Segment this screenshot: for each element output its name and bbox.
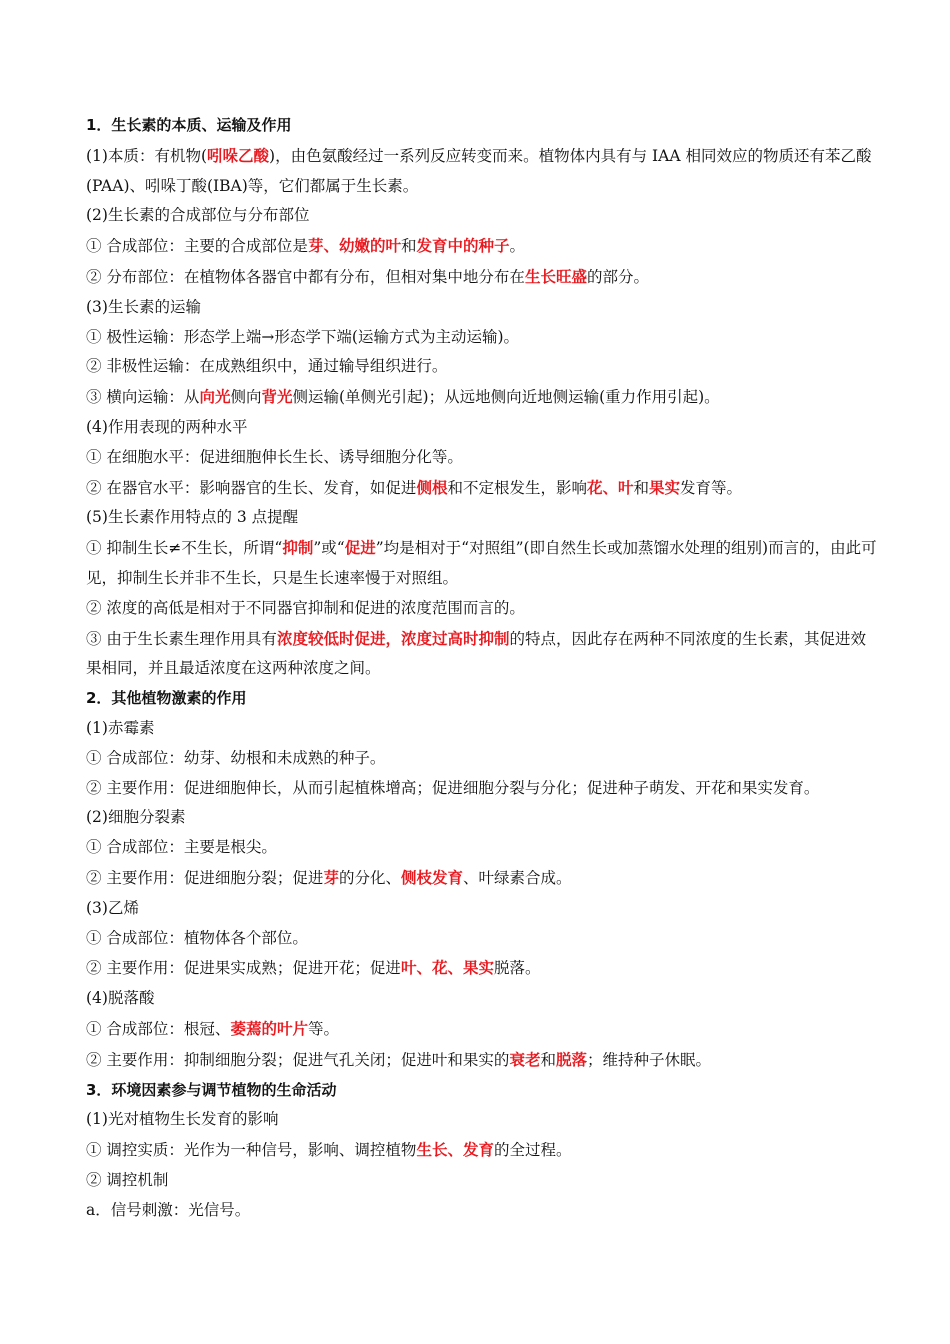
text-run: (1)本质：有机物( (86, 146, 208, 165)
text-run: 的部分。 (586, 267, 649, 286)
text-run: 的全过程。 (493, 1141, 572, 1160)
paragraph (86, 803, 878, 833)
text-run: ② 主要作用：促进果实成熟；促进开花；促进 (86, 959, 401, 978)
text-run: 2．其他植物激素的作用 (86, 689, 247, 708)
paragraph (86, 714, 878, 744)
highlighted-term: 生长、发育 (416, 1140, 494, 1160)
text-run: ② 分布部位：在植物体各器官中都有分布，但相对集中地分布在 (86, 267, 525, 286)
document-body (86, 111, 878, 1225)
text-run: ；维持种子休眠。 (586, 1050, 711, 1069)
highlighted-term: 花、叶 (586, 477, 634, 497)
text-run: ① 合成部位：主要的合成部位是 (86, 237, 308, 256)
text-run: a．信号刺激：光信号。 (86, 1200, 251, 1219)
text-run: ② 调控机制 (86, 1170, 169, 1189)
text-run: (1)光对植物生长发育的影响 (86, 1110, 279, 1129)
paragraph (86, 984, 878, 1014)
text-run: 侧运输(单侧光引起)；从远地侧向近地侧运输(重力作用引起)。 (292, 388, 720, 407)
highlighted-term: 发育中的种子 (416, 236, 510, 256)
highlighted-term: 抑制 (282, 538, 314, 558)
text-run: (1)赤霉素 (86, 718, 155, 737)
text-run: (3)生长素的运输 (86, 297, 201, 316)
text-run: 。 (509, 237, 525, 256)
paragraph (86, 1105, 878, 1135)
text-run: ① 合成部位：植物体各个部位。 (86, 928, 308, 947)
text-run: (4)脱落酸 (86, 989, 155, 1008)
text-run: ② 主要作用：促进细胞分裂；促进 (86, 868, 324, 887)
text-run: ② 主要作用：抑制细胞分裂；促进气孔关闭；促进叶和果实的 (86, 1050, 510, 1069)
paragraph (86, 413, 878, 443)
highlighted-term: 芽 (323, 867, 339, 887)
text-run: (4)作用表现的两种水平 (86, 417, 248, 436)
text-run: 等。 (307, 1019, 339, 1038)
paragraph (86, 594, 878, 624)
text-run: 和 (540, 1050, 556, 1069)
highlighted-term: 侧根 (416, 477, 448, 497)
highlighted-term: 衰老 (509, 1049, 541, 1069)
highlighted-term: 浓度较低时促进，浓度过高时抑制 (276, 628, 510, 648)
paragraph (86, 141, 878, 202)
highlighted-term: 叶、花、果实 (400, 958, 494, 978)
highlighted-term: 侧枝发育 (400, 867, 463, 887)
highlighted-term: 促进 (344, 538, 376, 558)
section-heading (86, 684, 878, 714)
text-run: ① 极性运输：形态学上端→形态学下端(运输方式为主动运输)。 (86, 327, 520, 346)
highlighted-term: 生长旺盛 (524, 266, 587, 286)
text-run: ”均是相对于“对照组”(即自然生长或加蒸馏水处理的组别)而言的，由此可见，抑制生长并非不生长，只是生长速率慢于对照组。 (86, 539, 877, 587)
text-run: )，由色氨酸经过一系列反应转变而来。植物体内具有与 IAA 相同效应的物质还有苯乙酸(PAA)、吲哚丁酸(IBA)等，它们都属于生长素。 (86, 146, 872, 195)
text-run: 的分化、 (338, 868, 401, 887)
paragraph (86, 863, 878, 894)
paragraph (86, 1045, 878, 1076)
paragraph (86, 293, 878, 323)
paragraph (86, 1166, 878, 1196)
text-run: ② 在器官水平：影响器官的生长、发育，如促进 (86, 478, 417, 497)
section-heading (86, 1076, 878, 1106)
text-run: ③ 由于生长素生理作用具有 (86, 629, 277, 648)
paragraph (86, 503, 878, 533)
paragraph (86, 473, 878, 504)
highlighted-term: 背光 (261, 387, 293, 407)
text-run: 3．环境因素参与调节植物的生命活动 (86, 1080, 337, 1099)
text-run: 侧向 (230, 388, 262, 407)
paragraph (86, 924, 878, 954)
text-run: (2)细胞分裂素 (86, 808, 186, 827)
text-run: ① 合成部位：根冠、 (86, 1019, 231, 1038)
paragraph (86, 443, 878, 473)
paragraph (86, 1135, 878, 1166)
paragraph (86, 352, 878, 382)
text-run: 1．生长素的本质、运输及作用 (86, 116, 292, 134)
paragraph (86, 1014, 878, 1045)
paragraph (86, 624, 878, 685)
text-run: ① 在细胞水平：促进细胞伸长生长、诱导细胞分化等。 (86, 447, 463, 466)
text-run: (5)生长素作用特点的 3 点提醒 (86, 508, 299, 527)
paragraph (86, 533, 878, 594)
text-run: ② 浓度的高低是相对于不同器官抑制和促进的浓度范围而言的。 (86, 598, 525, 617)
paragraph (86, 382, 878, 413)
paragraph (86, 262, 878, 293)
text-run: 的特点，因此存在两种不同浓度的生长素，其促进效果相同，并且最适浓度在这两种浓度之间。 (86, 629, 866, 678)
paragraph (86, 1196, 878, 1226)
paragraph (86, 323, 878, 353)
text-run: (3)乙烯 (86, 898, 139, 917)
highlighted-term: 向光 (199, 387, 231, 407)
text-run: 和不定根发生，影响 (447, 478, 587, 497)
highlighted-term: 脱落 (555, 1049, 587, 1069)
text-run: ① 调控实质：光作为一种信号，影响、调控植物 (86, 1141, 417, 1160)
text-run: 脱落。 (493, 959, 541, 978)
text-run: ③ 横向运输：从 (86, 388, 200, 407)
text-run: 、叶绿素合成。 (462, 868, 572, 887)
paragraph (86, 833, 878, 863)
text-run: 发育等。 (680, 478, 743, 497)
text-run: 和 (400, 237, 417, 256)
paragraph (86, 231, 878, 262)
paragraph (86, 201, 878, 231)
paragraph (86, 894, 878, 924)
text-run: 和 (633, 478, 649, 497)
highlighted-term: 芽、幼嫩的叶 (307, 236, 401, 256)
text-run: ① 合成部位：幼芽、幼根和未成熟的种子。 (86, 748, 386, 767)
paragraph (86, 744, 878, 774)
paragraph (86, 774, 878, 804)
section-heading (86, 111, 878, 141)
highlighted-term: 果实 (649, 477, 681, 497)
text-run: ② 非极性运输：在成熟组织中，通过输导组织进行。 (86, 357, 448, 376)
text-run: ① 抑制生长≠不生长，所谓“ (86, 539, 283, 558)
text-run: ① 合成部位：主要是根尖。 (86, 838, 277, 857)
text-run: (2)生长素的合成部位与分布部位 (86, 206, 310, 225)
highlighted-term: 萎蔫的叶片 (230, 1018, 308, 1038)
highlighted-term: 吲哚乙酸 (207, 145, 270, 165)
paragraph (86, 953, 878, 984)
text-run: ② 主要作用：促进细胞伸长，从而引起植株增高；促进细胞分裂与分化；促进种子萌发、开花和果实发育。 (86, 778, 820, 797)
text-run: ”或“ (313, 539, 345, 558)
